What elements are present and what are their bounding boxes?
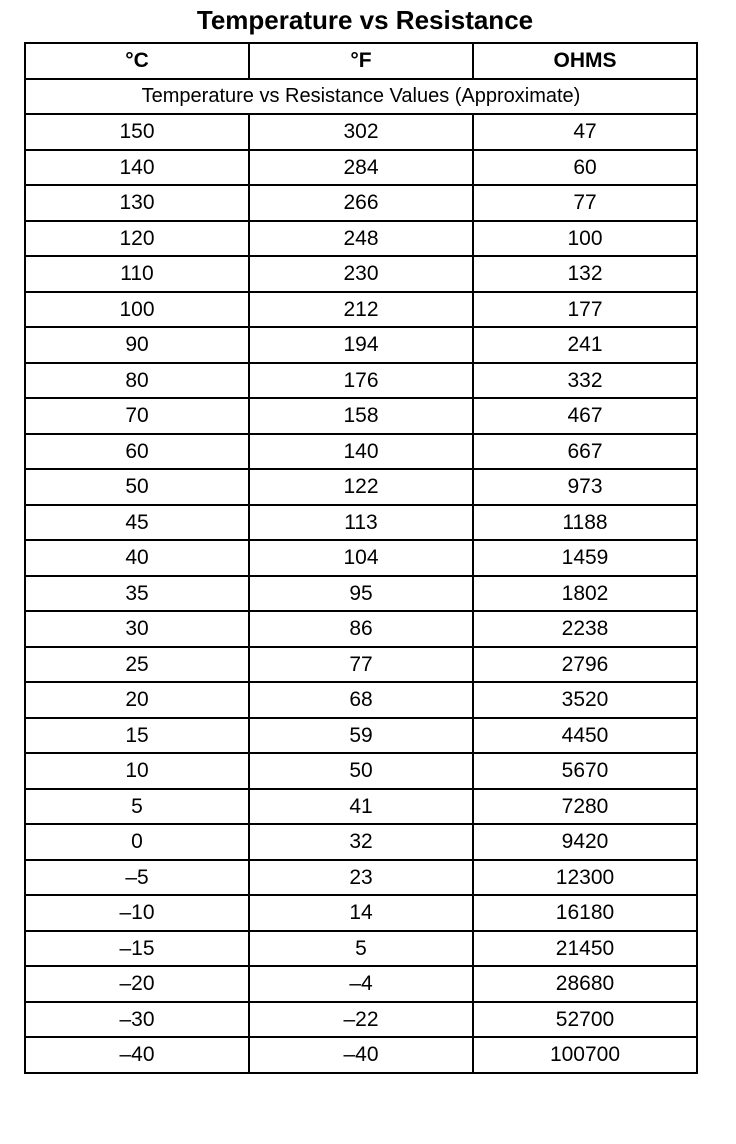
cell-ohms: 21450 xyxy=(473,931,697,967)
cell-fahrenheit: 5 xyxy=(249,931,473,967)
cell-ohms: 332 xyxy=(473,363,697,399)
cell-celsius: –5 xyxy=(25,860,249,896)
cell-fahrenheit: 32 xyxy=(249,824,473,860)
cell-ohms: 3520 xyxy=(473,682,697,718)
cell-ohms: 1802 xyxy=(473,576,697,612)
cell-ohms: 16180 xyxy=(473,895,697,931)
cell-fahrenheit: 230 xyxy=(249,256,473,292)
table-row xyxy=(25,363,697,399)
cell-fahrenheit: 140 xyxy=(249,434,473,470)
temperature-resistance-table xyxy=(24,42,698,1074)
header-ohms: OHMS xyxy=(473,43,697,79)
cell-ohms: 667 xyxy=(473,434,697,470)
table-row xyxy=(25,682,697,718)
cell-celsius: 50 xyxy=(25,469,249,505)
cell-ohms: 7280 xyxy=(473,789,697,825)
cell-celsius: 10 xyxy=(25,753,249,789)
cell-celsius: 45 xyxy=(25,505,249,541)
cell-fahrenheit: 23 xyxy=(249,860,473,896)
header-row xyxy=(25,43,697,79)
cell-fahrenheit: –4 xyxy=(249,966,473,1002)
cell-fahrenheit: 194 xyxy=(249,327,473,363)
cell-fahrenheit: –22 xyxy=(249,1002,473,1038)
cell-celsius: 30 xyxy=(25,611,249,647)
cell-fahrenheit: 95 xyxy=(249,576,473,612)
cell-ohms: 1188 xyxy=(473,505,697,541)
cell-ohms: 1459 xyxy=(473,540,697,576)
table-row xyxy=(25,221,697,257)
cell-ohms: 47 xyxy=(473,114,697,150)
cell-fahrenheit: 41 xyxy=(249,789,473,825)
table-row xyxy=(25,931,697,967)
cell-ohms: 241 xyxy=(473,327,697,363)
table-row xyxy=(25,292,697,328)
cell-celsius: 0 xyxy=(25,824,249,860)
cell-ohms: 467 xyxy=(473,398,697,434)
cell-celsius: 80 xyxy=(25,363,249,399)
cell-celsius: 120 xyxy=(25,221,249,257)
cell-fahrenheit: 248 xyxy=(249,221,473,257)
cell-fahrenheit: 284 xyxy=(249,150,473,186)
cell-celsius: 140 xyxy=(25,150,249,186)
table-row xyxy=(25,469,697,505)
table-row xyxy=(25,256,697,292)
table-row xyxy=(25,1037,697,1073)
cell-ohms: 4450 xyxy=(473,718,697,754)
cell-ohms: 28680 xyxy=(473,966,697,1002)
cell-ohms: 100 xyxy=(473,221,697,257)
cell-celsius: 25 xyxy=(25,647,249,683)
page-title: Temperature vs Resistance xyxy=(196,5,534,35)
cell-fahrenheit: 212 xyxy=(249,292,473,328)
table-body xyxy=(25,114,697,1073)
cell-celsius: 100 xyxy=(25,292,249,328)
table-row xyxy=(25,966,697,1002)
cell-celsius: 90 xyxy=(25,327,249,363)
cell-ohms: 52700 xyxy=(473,1002,697,1038)
header-celsius: °C xyxy=(25,43,249,79)
cell-ohms: 132 xyxy=(473,256,697,292)
cell-fahrenheit: 302 xyxy=(249,114,473,150)
cell-celsius: 15 xyxy=(25,718,249,754)
cell-celsius: 5 xyxy=(25,789,249,825)
table-row xyxy=(25,753,697,789)
table-row xyxy=(25,1002,697,1038)
table-row xyxy=(25,611,697,647)
table-row xyxy=(25,824,697,860)
cell-ohms: 100700 xyxy=(473,1037,697,1073)
cell-fahrenheit: 68 xyxy=(249,682,473,718)
cell-ohms: 60 xyxy=(473,150,697,186)
cell-ohms: 77 xyxy=(473,185,697,221)
table-row xyxy=(25,540,697,576)
cell-fahrenheit: 104 xyxy=(249,540,473,576)
cell-celsius: 70 xyxy=(25,398,249,434)
cell-celsius: –20 xyxy=(25,966,249,1002)
table-row xyxy=(25,434,697,470)
cell-fahrenheit: 50 xyxy=(249,753,473,789)
cell-celsius: 130 xyxy=(25,185,249,221)
cell-celsius: 35 xyxy=(25,576,249,612)
table-row xyxy=(25,647,697,683)
cell-celsius: –30 xyxy=(25,1002,249,1038)
cell-ohms: 2796 xyxy=(473,647,697,683)
cell-fahrenheit: 176 xyxy=(249,363,473,399)
table-row xyxy=(25,150,697,186)
table-row xyxy=(25,895,697,931)
cell-celsius: –40 xyxy=(25,1037,249,1073)
cell-ohms: 5670 xyxy=(473,753,697,789)
table-subtitle: Temperature vs Resistance Values (Approximate) xyxy=(25,79,697,115)
table-row xyxy=(25,505,697,541)
cell-fahrenheit: –40 xyxy=(249,1037,473,1073)
table-row xyxy=(25,789,697,825)
cell-fahrenheit: 113 xyxy=(249,505,473,541)
cell-ohms: 9420 xyxy=(473,824,697,860)
cell-fahrenheit: 77 xyxy=(249,647,473,683)
cell-celsius: 110 xyxy=(25,256,249,292)
cell-ohms: 973 xyxy=(473,469,697,505)
table-row xyxy=(25,860,697,896)
table-row xyxy=(25,327,697,363)
table-row xyxy=(25,185,697,221)
cell-celsius: 60 xyxy=(25,434,249,470)
cell-fahrenheit: 158 xyxy=(249,398,473,434)
cell-celsius: –15 xyxy=(25,931,249,967)
cell-fahrenheit: 14 xyxy=(249,895,473,931)
cell-ohms: 2238 xyxy=(473,611,697,647)
cell-ohms: 177 xyxy=(473,292,697,328)
cell-ohms: 12300 xyxy=(473,860,697,896)
cell-fahrenheit: 122 xyxy=(249,469,473,505)
table-row xyxy=(25,398,697,434)
cell-celsius: 150 xyxy=(25,114,249,150)
table-row xyxy=(25,576,697,612)
cell-fahrenheit: 266 xyxy=(249,185,473,221)
table-row xyxy=(25,114,697,150)
subtitle-row xyxy=(25,79,697,115)
table-row xyxy=(25,718,697,754)
cell-celsius: 40 xyxy=(25,540,249,576)
cell-celsius: –10 xyxy=(25,895,249,931)
cell-celsius: 20 xyxy=(25,682,249,718)
cell-fahrenheit: 59 xyxy=(249,718,473,754)
header-fahrenheit: °F xyxy=(249,43,473,79)
cell-fahrenheit: 86 xyxy=(249,611,473,647)
